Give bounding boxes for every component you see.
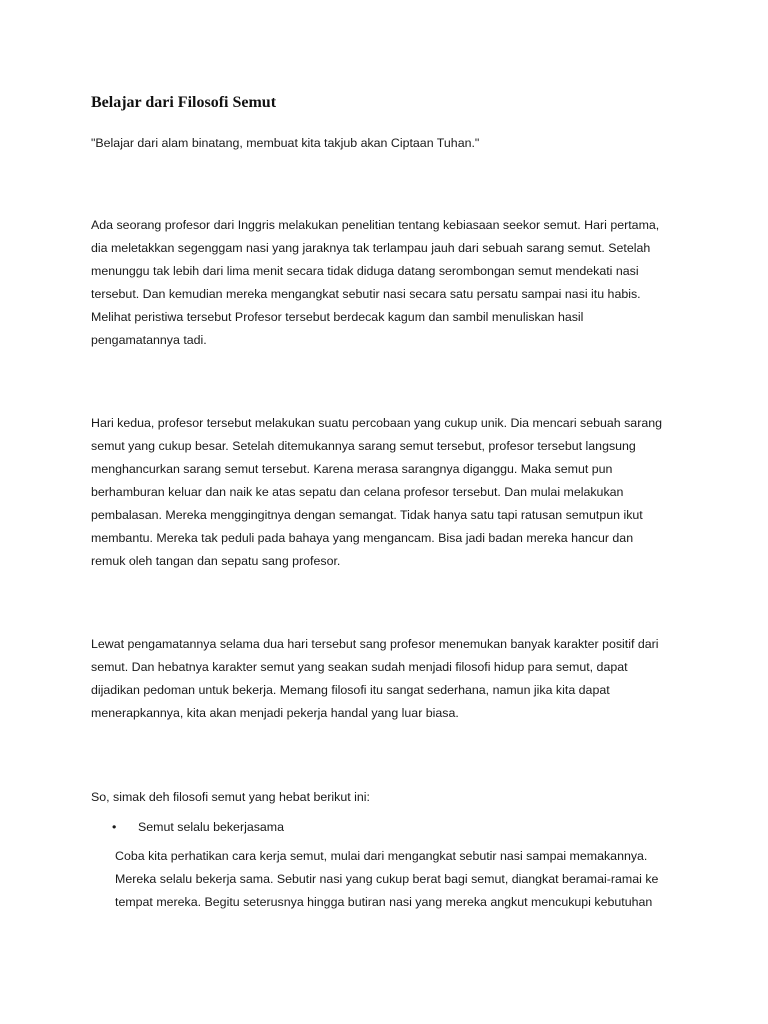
paragraph-line: menunggu tak lebih dari lima menit secara tidak diduga datang serombongan semut mendekati nasi	[91, 264, 639, 278]
bullet-text: Semut selalu bekerjasama	[138, 820, 285, 834]
opening-quote	[91, 132, 691, 155]
paragraph-3	[91, 633, 691, 725]
paragraph-line: dia meletakkan segenggam nasi yang jaraknya tak terlampau jauh dari sebuah sarang semut. Setelah	[91, 241, 651, 255]
paragraph-line: dijadikan pedoman untuk bekerja. Memang filosofi itu sangat sederhana, namun jika kita dapat	[91, 683, 610, 697]
paragraph-line: Hari kedua, profesor tersebut melakukan suatu percobaan yang cukup unik. Dia mencari sebuah sarang	[91, 416, 662, 430]
paragraph-line: tersebut. Dan kemudian mereka mengangkat sebutir nasi secara satu persatu sampai nasi itu habis.	[91, 287, 641, 301]
paragraph-4	[91, 786, 691, 809]
paragraph-line: Lewat pengamatannya selama dua hari tersebut sang profesor menemukan banyak karakter positif dari	[91, 637, 659, 651]
paragraph-line: semut yang cukup besar. Setelah ditemukannya sarang semut tersebut, profesor tersebut langsung	[91, 439, 636, 453]
paragraph-line: tempat mereka. Begitu seterusnya hingga butiran nasi yang mereka angkut mencukupi kebutuhan	[115, 895, 653, 909]
paragraph-5	[115, 845, 695, 914]
paragraph-line: pengamatannya tadi.	[91, 333, 207, 347]
paragraph-2	[91, 412, 691, 573]
paragraph-line: Coba kita perhatikan cara kerja semut, mulai dari mengangkat sebutir nasi sampai memakannya.	[115, 849, 648, 863]
paragraph-line: pembalasan. Mereka menggingitnya dengan semangat. Tidak hanya satu tapi ratusan semutpun ikut	[91, 508, 643, 522]
paragraph-line: membantu. Mereka tak peduli pada bahaya yang mengancam. Bisa jadi badan mereka hancur dan	[91, 531, 634, 545]
bullet-item	[112, 816, 284, 839]
bullet-icon: •	[112, 820, 117, 834]
paragraph-line: remuk oleh tangan dan sepatu sang profesor.	[91, 554, 341, 568]
paragraph-line: So, simak deh filosofi semut yang hebat berikut ini:	[91, 790, 370, 804]
paragraph-line: Mereka selalu bekerja sama. Sebutir nasi yang cukup berat bagi semut, diangkat beramai-ramai ke	[115, 872, 659, 886]
paragraph-1	[91, 214, 691, 352]
paragraph-line: menerapkannya, kita akan menjadi pekerja handal yang luar biasa.	[91, 706, 459, 720]
paragraph-line: Melihat peristiwa tersebut Profesor tersebut berdecak kagum dan sambil menuliskan hasil	[91, 310, 584, 324]
paragraph-line: Ada seorang profesor dari Inggris melakukan penelitian tentang kebiasaan seekor semut. Hari pertama,	[91, 218, 660, 232]
quote-line: "Belajar dari alam binatang, membuat kita takjub akan Ciptaan Tuhan."	[91, 136, 480, 150]
paragraph-line: menghancurkan sarang semut tersebut. Karena merasa sarangnya diganggu. Maka semut pun	[91, 462, 613, 476]
paragraph-line: berhamburan keluar dan naik ke atas sepatu dan celana profesor tersebut. Dan mulai melakukan	[91, 485, 624, 499]
document-title: Belajar dari Filosofi Semut	[91, 94, 277, 111]
paragraph-line: semut. Dan hebatnya karakter semut yang seakan sudah menjadi filosofi hidup para semut, dapat	[91, 660, 628, 674]
